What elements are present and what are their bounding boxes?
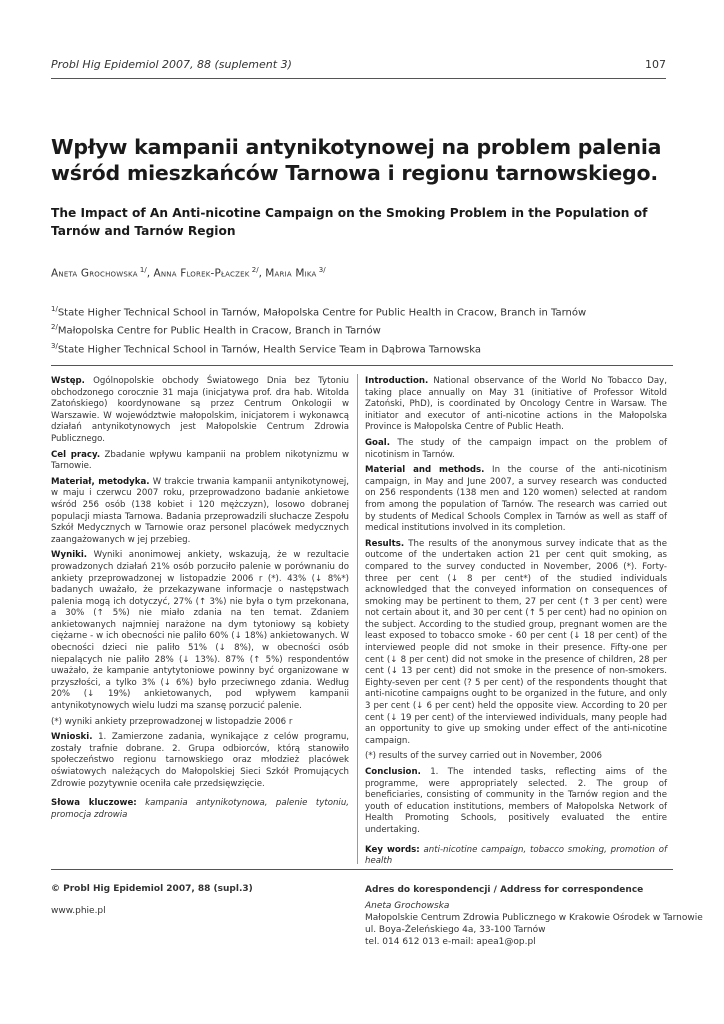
address-line: Małopolskie Centrum Zdrowia Publicznego w Krakowie Ośrodek w Tarnowie — [365, 913, 703, 923]
affiliation-line — [51, 302, 684, 320]
keywords-label: Key words: — [365, 844, 420, 855]
affiliations — [51, 302, 684, 357]
author-name: Anna Florek-Płaczek — [153, 267, 250, 280]
abstract-paragraph — [365, 751, 667, 763]
section-text: The study of the campaign impact on the problem of nicotinism in Tarnów. — [365, 437, 668, 460]
affil-text: State Higher Technical School in Tarnów, Health Service Team in Dąbrowa Tarnowska — [57, 343, 481, 355]
correspondence-block — [365, 884, 703, 948]
keywords-label: Słowa kluczowe: — [51, 798, 137, 809]
address-line: ul. Boya-Żeleńskiego 4a, 33-100 Tarnów — [365, 925, 546, 935]
abstract-polish — [51, 376, 349, 825]
section-text: Zbadanie wpływu kampanii na problem nikotynizmu w Tarnowie. — [51, 449, 350, 472]
section-text: The results of the anonymous survey indicate that as the outcome of the undertaken action 21 per cent quit smoking, as compared to the survey conducted in November, 2006 (*). Forty-three per cent (↓ 8 per cent*) of the studied individuals acknowledged that the conveyed information on consequences of smoking may be pertinent to them, 27 per cent (↑ 3 per cent) were not certain about it, and 30 per cent (↑ 5 per cent) had no opinion on the subject. According to the studied group, pregnant women are the least exposed to tobacco smoke - 60 per cent (↓ 18 per cent) of the interviewed people did not smoke in their presence. Fifty-one per cent (↓ 8 per cent) did not smoke in the presence of children, 28 per cent (↓ 13 per cent) did not smoke in the presence of non-smokers. Eighty-seven per cent (? 5 per cent) of the respondents thought that anti-nicotine campaigns ought to be organized in the future, and only 3 per cent (↓ 6 per cent) held the opposite view. According to 20 per cent (↓ 19 per cent) of the interviewed individuals, many people had an opportunity to give up smoking under effect of the anti-nicotine campaign. — [365, 538, 668, 746]
correspondence-name: Aneta Grochowska — [365, 901, 450, 911]
affiliation-line — [51, 339, 684, 357]
journal-citation: Probl Hig Epidemiol 2007, 88 (suplement 3) — [51, 58, 292, 71]
section-text: (*) wyniki ankiety przeprowadzonej w listopadzie 2006 r — [51, 716, 293, 727]
author-list: Aneta Grochowska $^{1/}$, Anna Florek-Płaczek $^{2/}$, Maria Mika $^{3/}$ — [51, 266, 326, 280]
author-affil-mark: 3/ — [316, 266, 326, 274]
affil-mark: 1/ — [51, 305, 58, 313]
footer-rule — [51, 869, 673, 870]
keywords — [365, 845, 667, 868]
abstract-paragraph — [51, 450, 349, 473]
affil-text: State Higher Technical School in Tarnów, Małopolska Centre for Public Health in Cracow, Branch in Tarnów — [57, 307, 587, 319]
correspondence-title: Adres do korespondencji / Address for correspondence — [365, 885, 644, 895]
section-label: Materiał, metodyka. — [51, 476, 150, 487]
author-affil-mark: 2/ — [249, 266, 259, 274]
keywords-text: anti-nicotine campaign, tobacco smoking, promotion of health — [365, 844, 667, 867]
section-text: 1. Zamierzone zadania, wynikające z celów programu, zostały trafnie dobrane. 2. Grupa odbiorców, którą stanowiło społeczeństwo regionu tarnowskiego oraz młodzież placówek oświatowych należących do Małopolskiej Sieci Szkół Promujących Zdrowie pozytywnie oceniła całe przedsięwzięcie. — [51, 732, 350, 789]
section-text: In the course of the anti-nicotinism campaign, in May and June 2007, a survey research was conducted on 256 respondents (138 men and 120 women) selected at random from among the population of Tarnów. The research was carried out by students of Medical Schools Complex in Tarnów as well as staff of medical institutions involved in its completion. — [365, 465, 668, 534]
keywords — [51, 798, 349, 821]
abstract-paragraph — [51, 477, 349, 547]
title-english: The Impact of An Anti-nicotine Campaign on the Smoking Problem in the Population of Tarnów and Tarnów Region — [51, 206, 648, 238]
section-text: Wyniki anonimowej ankiety, wskazują, że w rezultacie prowadzonych działań 21% osób porzuciło palenie w porównaniu do ankiety przeprowadzonej w listopadzie 2006 r (*). 43% (↓ 8%*) badanych uważało, że przekazywane informacje o następstwach palenia mogą ich dotyczyć, 27% (↑ 3%) nie była o tym przekonana, a 30% (↑ 5%) nie miało zdania na ten temat. Zdaniem ankietowanych najmniej narażone na dym tytoniowy są kobiety ciężarne - w ich obecności nie paliło 60% (↓ 18%) ankietowanych. W obecności dzieci nie paliło 51% (↓ 8%), w obecności osób niepalących nie paliło 28% (↓ 13%). 87% (↑ 5%) respondentów uważało, że kampanie antytytoniowe powinny być organizowane w przyszłości, a tylko 3% (↓ 6%) było przeciwnego zdania. Według 20% (↓ 19%) ankietowanych, pod wpływem kampanii antynikotynowych wielu ludzi ma szansę porzucić palenie. — [51, 550, 349, 712]
abstract-paragraph — [51, 717, 349, 729]
website-link[interactable]: www.phie.pl — [51, 906, 106, 916]
section-label: Introduction. — [365, 376, 429, 386]
abstract-paragraph — [51, 732, 349, 790]
title-polish: Wpływ kampanii antynikotynowej na problem palenia wśród mieszkańców Tarnowa i regionu tarnowskiego. — [51, 135, 662, 185]
section-label: Results. — [365, 538, 405, 549]
section-text: National observance of the World No Tobacco Day, taking place annually on May 31 (initiative of Professor Witold Zatoński, PhD), is coordinated by Oncology Centre in Warsaw. The initiator and executor of anti-nicotine actions in the Małopolska Province is Małopolska Centre of Public Heath. — [365, 376, 667, 433]
abstract-paragraph — [365, 438, 667, 461]
page-number: 107 — [645, 58, 666, 71]
section-label: Wstęp. — [51, 376, 85, 386]
running-header — [51, 58, 666, 79]
section-label: Wyniki. — [51, 550, 88, 561]
abstract-english — [365, 376, 667, 872]
author-name: Aneta Grochowska — [51, 267, 138, 280]
author-affil-mark: 1/ — [137, 266, 147, 274]
section-text: (*) results of the survey carried out in November, 2006 — [365, 751, 602, 762]
section-label: Conclusion. — [365, 767, 421, 777]
abstract-paragraph — [365, 539, 667, 748]
footer-left — [51, 884, 253, 916]
section-text: W trakcie trwania kampanii antynikotynowej, w maju i czerwcu 2007 roku, przeprowadzono badanie ankietowe wśród 256 osób (138 kobiet i 120 mężczyzn), losowo dobranej populacji miasta Tarnowa. Badania przeprowadzili słuchacze Zespołu Szkół Medycznych w Tarnowie oraz personel placówek medycznych zaangażowanych w jej przebieg. — [51, 476, 349, 545]
affil-mark: 2/ — [51, 323, 58, 332]
affiliation-line — [51, 320, 684, 338]
contact-line: tel. 014 612 013 e-mail: apea1@op.pl — [365, 937, 536, 947]
section-label: Cel pracy. — [51, 449, 101, 460]
column-divider — [357, 374, 358, 864]
copyright-line: © Probl Hig Epidemiol 2007, 88 (supl.3) — [51, 884, 253, 894]
abstract-paragraph — [365, 465, 667, 535]
section-label: Goal. — [365, 437, 390, 448]
abstract-paragraph — [365, 767, 667, 837]
abstract-paragraph — [51, 376, 349, 446]
author-name: Maria Mika — [265, 267, 317, 280]
section-label: Material and methods. — [365, 465, 485, 476]
affil-text: Małopolska Centre for Public Health in Cracow, Branch in Tarnów — [57, 325, 381, 337]
section-label: Wnioski. — [51, 732, 93, 743]
keywords-text: kampania antynikotynowa, palenie tytoniu, promocja zdrowia — [51, 798, 349, 820]
abstract-paragraph — [365, 376, 667, 434]
affil-mark: 3/ — [51, 341, 58, 350]
abstract-top-rule — [51, 365, 673, 366]
abstract-paragraph — [51, 550, 349, 712]
section-text: 1. The intended tasks, reflecting aims of the programme, were appropriately selected. 2. The group of beneficiaries, consisting of community in the Tarnów region and the youth of education institutions, members of Małopolska Network of Health Promoting Schools, positively evaluated the entire undertaking. — [365, 767, 668, 835]
section-text: Ogólnopolskie obchody Światowego Dnia bez Tytoniu obchodzonego corocznie 31 maja (inicjatywa prof. dra hab. Witolda Zatońskiego) koordynowane są przez Centrum Onkologii w Warszawie. W województwie małopolskim, inicjatorem i wykonawcą działań antynikotynowych jest Małopolskie Centrum Zdrowia Publicznego. — [51, 376, 350, 444]
